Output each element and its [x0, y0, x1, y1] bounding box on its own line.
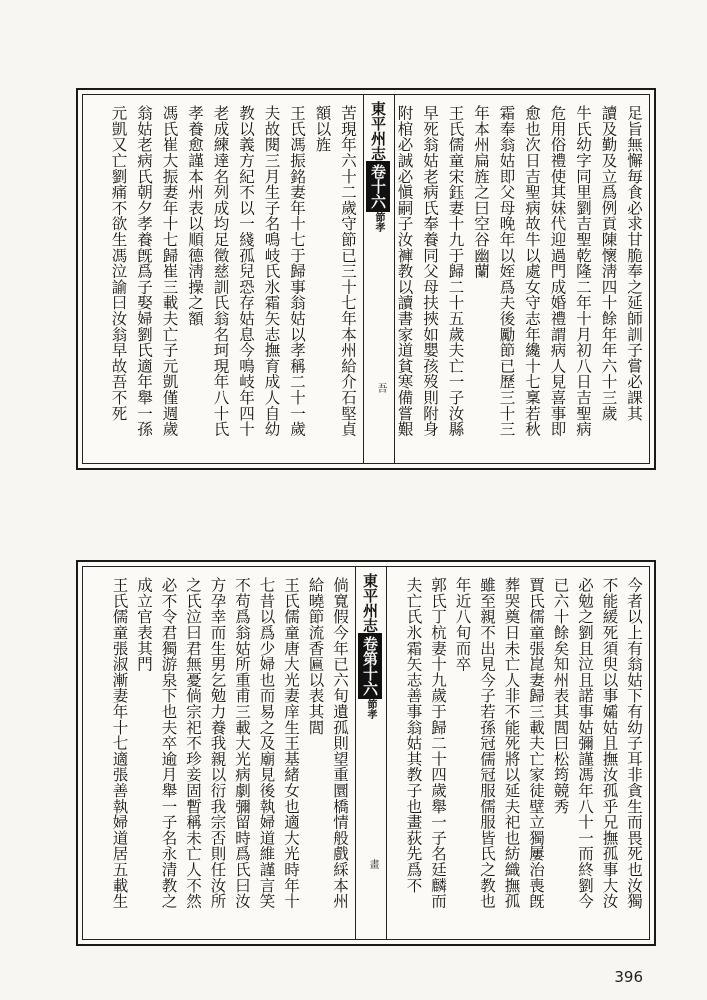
- bottom-book-title: 東平州志: [361, 573, 379, 633]
- text-column: 七昔以爲少婦也而易之及廟見後執婦道維謹言笑: [257, 577, 276, 909]
- text-column: 額以旌: [313, 105, 332, 153]
- text-column: 王氏儒童宋鈺妻十九于歸二十五歲夫亡一子汝縣: [446, 105, 465, 437]
- text-column: 元凱又亡劉痛不欲生馮泣諭曰汝翁早故吾不死: [109, 105, 128, 421]
- text-column: 賈氏儒童張崑妻歸三載夫亡家徒壁立獨屢治喪旣: [527, 577, 545, 909]
- text-column: 王氏馮振銘妻年十七于歸事翁姑以孝稱二十一歲: [288, 105, 306, 437]
- text-column: 倘寬假今年已六旬遺孤則望重圜橋情般戲綵本州: [331, 577, 349, 909]
- page-number: 396: [614, 968, 643, 986]
- text-column: 馮氏崔大振妻年十七歸崔三載夫亡子元凱僅週歲: [160, 105, 179, 437]
- text-column: 給曉節流香匾以表其閭: [306, 577, 325, 735]
- text-column: 今者以上有翁姑下有幼子耳非貪生而畏死也汝獨: [625, 577, 643, 909]
- bottom-page-mark: 畫: [367, 859, 378, 869]
- text-column: 早死翁姑老病氏奉養同父母扶挾如嬰孩歿則附身: [421, 105, 439, 437]
- top-page-frame: [82, 94, 650, 464]
- text-column: 苦現年六十二歲守節已三十七年本州給介石堅貞: [339, 105, 357, 437]
- top-volume-label: 卷十六: [366, 161, 390, 212]
- text-column: 足旨無懈毎食必求甘脆奉之延師訓子嘗必課其: [625, 105, 643, 421]
- text-column: 年本州扁旌之曰空谷幽蘭: [472, 105, 490, 279]
- text-column: 孝養愈謹本州表以順德淸操之額: [186, 105, 204, 327]
- top-section-label: 節孝: [373, 212, 384, 232]
- text-column: 霜奉翁姑即父母晚年以姪爲夫後勵節已歷三十三: [497, 105, 516, 437]
- top-gutter-title: [368, 101, 390, 232]
- top-book-title: 東平州志: [369, 101, 387, 161]
- text-column: 附棺必誠必愼嗣子汝褲教以讀書家道貧寒備嘗艱: [395, 105, 414, 437]
- text-column: 牛氏幼字同里劉吉聖乾隆二年十月初八日吉聖病: [574, 105, 592, 437]
- bottom-section-label: 節孝: [365, 699, 376, 719]
- text-column: 之氏泣曰君無憂倘宗祀不珍妾固暫稱未亡人不然: [184, 577, 202, 909]
- top-page-mark: 吾: [375, 383, 386, 393]
- top-page-block: [76, 88, 656, 470]
- bottom-page-block: [76, 560, 656, 946]
- text-column: 不苟爲翁姑所重甫三載大光病劇彌留時爲氏曰汝: [233, 577, 251, 909]
- text-column: 已六十餘矣知州表其閭曰松筠競秀: [551, 577, 570, 814]
- text-column: 危用俗禮使其妹代迎過門成婚禮謂病人見喜事即: [548, 105, 567, 437]
- bottom-gutter: [355, 567, 387, 939]
- text-column: 愈也次日吉聖病故牛以處女守志年纔十七稟若秋: [523, 105, 541, 437]
- text-column: 方孕幸而生男乞勉力養我親以衍我宗否則任汝所: [208, 577, 227, 909]
- text-column: 教以義方紀不以一綫孤兒恐存姑息今鳴岐年四十: [237, 105, 255, 437]
- text-column: 葬哭奠日未亡人非不能死將以延夫祀也紡織撫孤: [502, 577, 521, 909]
- text-column: 成立官表其門: [135, 577, 153, 672]
- text-column: 年近八旬而卒: [453, 577, 472, 672]
- text-column: 王氏儒童唐大光妻庠生王基緒女也適大光時年十: [282, 577, 300, 909]
- top-gutter: [363, 95, 395, 463]
- text-column: 夫亡氏氷霜矢志善事翁姑其教子也畫荻先爲不: [404, 577, 423, 893]
- text-column: 翁姑老病氏朝夕孝養旣爲子娶婦劉氏適年舉一孫: [135, 105, 153, 437]
- text-column: 雖至親不出見今子若孫冠儒冠服儒服皆氏之教也: [478, 577, 496, 909]
- text-column: 必勉之劉且泣且諾事姑彌謹馮年八十一而終劉今: [576, 577, 594, 909]
- text-column: 老成練達名列成均足徵慈訓氏翁名珂現年八十氏: [211, 105, 230, 437]
- bottom-gutter-title: [360, 573, 382, 719]
- text-column: 必不令君獨游泉下也夫卒逾月舉一子名永清教之: [159, 577, 178, 909]
- bottom-page-frame: [82, 566, 650, 940]
- text-column: 不能緩死須臾以事孀姑且撫汝孤乎兄撫孤事大汝: [600, 577, 619, 909]
- text-column: 王氏儒童張淑漸妻年十七適張善執婦道居五載生: [110, 577, 129, 909]
- text-column: 郭氏丁杭妻十九歲于歸二十四歲舉一子名廷麟而: [429, 577, 447, 909]
- text-column: 讀及勤及立爲例貢陳懷淸四十餘年年六十三歲: [599, 105, 618, 421]
- text-column: 夫故閱三月生子名鳴岐氏氷霜矢志撫育成人自幼: [262, 105, 281, 437]
- bottom-volume-label: 卷第十六: [358, 633, 382, 699]
